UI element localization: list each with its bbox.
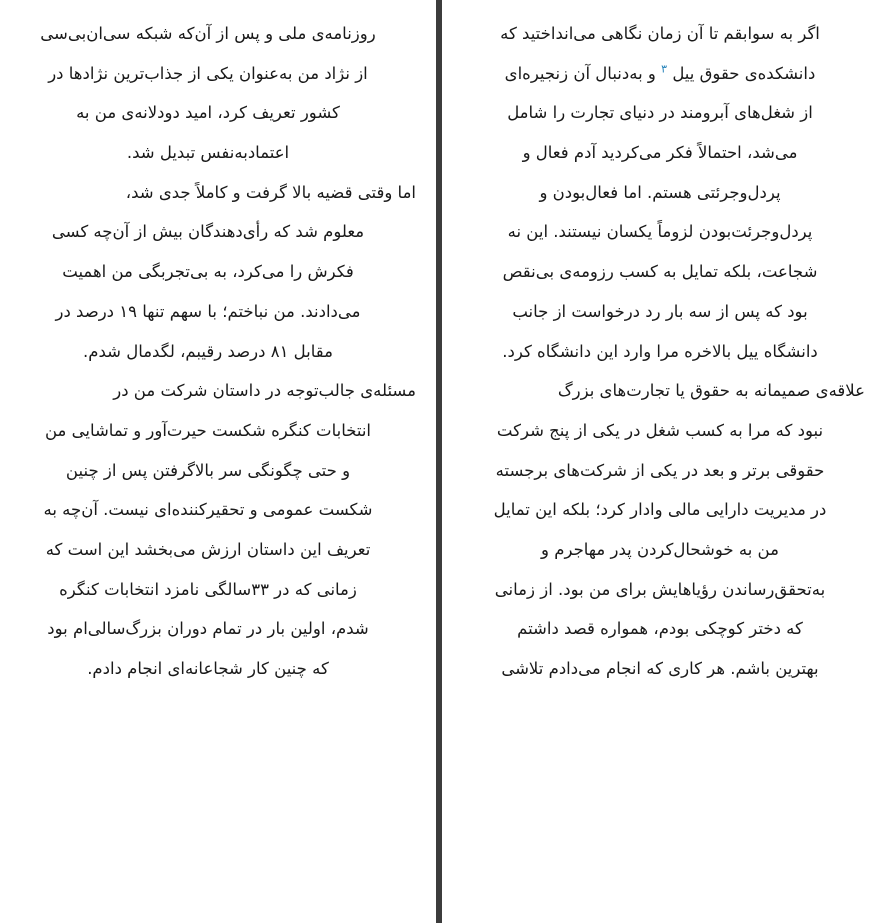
text-line	[0, 332, 416, 372]
line-text: می‌دادند. من نباختم؛ با سهم تنها ۱۹ درصد در	[55, 301, 361, 321]
line-text: در مدیریت دارایی مالی وادار کرد؛ بلکه این تمایل	[493, 500, 827, 520]
text-line	[0, 54, 416, 94]
text-line	[455, 173, 865, 213]
footnote-marker[interactable]: ۳	[661, 62, 668, 76]
line-text: مقابل ۸۱ درصد رقیبم، لگدمال شدم.	[83, 341, 333, 361]
text-line	[0, 371, 416, 411]
text-line	[455, 332, 865, 372]
text-line	[455, 54, 865, 94]
text-line	[0, 212, 416, 252]
line-text: از شغل‌های آبرومند در دنیای تجارت را شامل	[507, 103, 813, 123]
line-text: که چنین کار شجاعانه‌ای انجام دادم.	[87, 659, 329, 678]
text-line	[455, 649, 865, 689]
line-text: نبود که مرا به کسب شغل در یکی از پنج شرکت	[496, 420, 824, 440]
text-line	[455, 530, 865, 570]
line-text: روزنامه‌ی ملی و پس از آن‌که شبکه سی‌ان‌بی‌سی	[40, 24, 376, 43]
line-text: و حتی چگونگی سر بالاگرفتن پس از چنین	[65, 460, 351, 480]
line-text: که دختر کوچکی بودم، همواره قصد داشتم	[517, 619, 803, 639]
text-line	[455, 292, 865, 332]
line-text: تعریف این داستان ارزش می‌بخشد این است که	[45, 539, 371, 559]
line-text: انتخابات کنگره شکست حیرت‌آور و تماشایی من	[44, 420, 372, 440]
text-line	[0, 93, 416, 133]
line-text: دانشکده‌ی حقوق ییل	[672, 63, 816, 83]
text-line	[0, 530, 416, 570]
text-line	[455, 609, 865, 649]
text-line	[455, 252, 865, 292]
line-text: دانشگاه ییل بالاخره مرا وارد این دانشگاه کرد.	[502, 341, 818, 361]
line-text: شجاعت، بلکه تمایل به کسب رزومه‌ی بی‌نقص	[502, 262, 818, 282]
line-text: مسئله‌ی جالب‌توجه در داستان شرکت من در	[113, 381, 416, 401]
book-gutter	[436, 0, 442, 923]
text-line	[0, 411, 416, 451]
text-line	[0, 649, 416, 689]
text-line	[455, 14, 865, 54]
line-text: اگر به سوابقم تا آن زمان نگاهی می‌انداختید که	[500, 24, 820, 43]
line-text-continued: و به‌دنبال آن زنجیره‌ای	[504, 63, 656, 83]
right-page	[455, 14, 865, 689]
line-text: اما وقتی قضیه بالا گرفت و کاملاً جدی شد،	[125, 182, 416, 202]
line-text: شکست عمومی و تحقیرکننده‌ای نیست. آن‌چه به	[43, 500, 373, 520]
text-line	[455, 570, 865, 610]
text-line	[0, 451, 416, 491]
text-line	[455, 212, 865, 252]
line-text: به‌تحقق‌رساندن رؤیاهایش برای من بود. از زمانی	[494, 579, 826, 599]
text-line	[0, 14, 416, 54]
text-line	[455, 93, 865, 133]
text-line	[0, 252, 416, 292]
text-line	[0, 490, 416, 530]
line-text: حقوقی برتر و بعد در یکی از شرکت‌های برجسته	[495, 460, 825, 480]
text-line	[455, 371, 865, 411]
text-line	[455, 490, 865, 530]
text-line	[0, 173, 416, 213]
line-text: پردل‌وجرئت‌بودن لزوماً یکسان نیستند. این نه	[507, 222, 813, 242]
text-line	[0, 570, 416, 610]
text-line	[455, 411, 865, 451]
line-text: بهترین باشم. هر کاری که انجام می‌دادم تلاشی	[501, 659, 819, 678]
line-text: بود که پس از سه بار رد درخواست از جانب	[512, 301, 808, 321]
text-line	[0, 133, 416, 173]
line-text: می‌شد، احتمالاً فکر می‌کردید آدم فعال و	[522, 143, 798, 163]
line-text: پردل‌وجرئتی هستم. اما فعال‌بودن و	[539, 182, 781, 202]
line-text: اعتمادبه‌نفس تبدیل شد.	[126, 143, 290, 163]
line-text: معلوم شد که رأی‌دهندگان بیش از آن‌چه کسی	[51, 222, 365, 242]
line-text: از نژاد من به‌عنوان یکی از جذاب‌ترین نژادها در	[48, 63, 368, 83]
line-text: فکرش را می‌کرد، به بی‌تجربگی من اهمیت	[62, 262, 354, 282]
left-page	[0, 14, 416, 689]
line-text: من به خوشحال‌کردن پدر مهاجرم و	[541, 539, 779, 559]
line-text: شدم، اولین بار در تمام دوران بزرگ‌سالی‌ام بود	[47, 619, 369, 639]
text-line	[455, 451, 865, 491]
text-line	[455, 133, 865, 173]
text-line	[0, 609, 416, 649]
line-text: علاقه‌ی صمیمانه به حقوق یا تجارت‌های بزرگ	[557, 381, 865, 401]
text-line	[0, 292, 416, 332]
line-text: کشور تعریف کرد، امید دودلانه‌ی من به	[76, 103, 340, 123]
line-text: زمانی که در ۳۳سالگی نامزد انتخابات کنگره	[59, 579, 357, 599]
